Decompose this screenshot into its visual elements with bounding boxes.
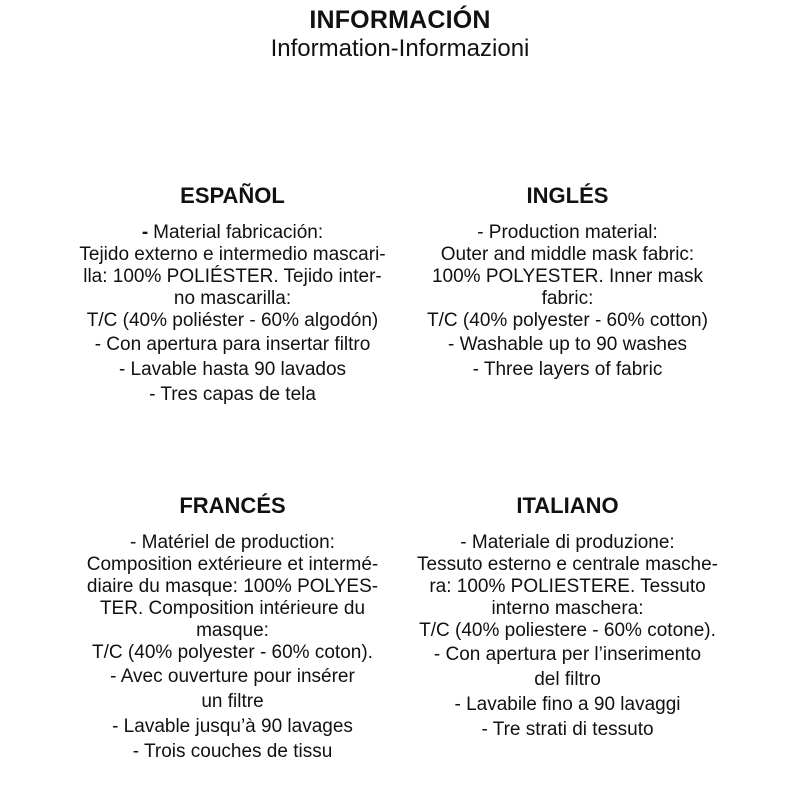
section-italiano-paragraph [405,532,730,642]
list-item: del filtro [534,669,601,690]
text-line: ra: 100% POLIESTERE. Tessuto [429,576,706,597]
section-heading-italiano: ITALIANO [516,493,619,518]
text-line: Composition extérieure et intermé- [86,554,379,575]
text-line: lla: 100% POLIÉSTER. Tejido inter- [83,266,382,287]
lead-dash: - [141,222,149,243]
section-ingles [405,183,730,407]
list-item: - Tres capas de tela [149,384,316,405]
header [0,0,800,63]
section-frances-items [70,664,395,764]
section-ingles-items [405,332,730,382]
list-item: un filtre [201,691,264,712]
text-line: Outer and middle mask fabric: [440,244,695,265]
list-item: - Tre strati di tessuto [481,719,654,740]
section-heading-frances: FRANCÉS [179,493,286,518]
section-frances [70,493,395,764]
text-line: Tejido externo e intermedio mascari- [79,244,386,265]
text-line: T/C (40% poliestere - 60% cotone). [419,620,716,641]
text-line-content: Material fabricación: [153,222,324,243]
section-italiano [405,493,730,764]
text-line: diaire du masque: 100% POLYES- [86,576,379,597]
list-item: - Lavable hasta 90 lavados [118,359,347,380]
list-item: - Washable up to 90 washes [447,334,688,355]
text-line: masque: [196,620,269,641]
text-line: T/C (40% poliéster - 60% algodón) [86,310,379,331]
text-line: - Matériel de production: [130,532,335,553]
text-line: - Production material: [477,222,658,243]
section-ingles-paragraph [405,222,730,332]
text-line [70,222,395,244]
text-line: 100% POLYESTER. Inner mask [431,266,704,287]
text-line: - Materiale di produzione: [460,532,675,553]
section-espanol-items [70,332,395,407]
list-item: - Lavable jusqu’à 90 lavages [112,716,353,737]
section-espanol [70,183,395,407]
text-line: T/C (40% polyester - 60% coton). [92,642,373,663]
section-heading-espanol: ESPAÑOL [180,183,285,208]
section-italiano-items [405,642,730,742]
text-line: fabric: [541,288,594,309]
section-espanol-paragraph [70,222,395,332]
text-line: TER. Composition intérieure du [99,598,366,619]
section-frances-paragraph [70,532,395,664]
list-item: - Con apertura per l’inserimento [433,644,702,665]
text-line: Tessuto esterno e centrale masche- [417,554,718,575]
page-subtitle: Information-Informazioni [270,35,530,62]
text-line: no mascarilla: [173,288,292,309]
list-item: - Trois couches de tissu [132,741,333,762]
language-sections-grid [0,183,800,764]
list-item: - Avec ouverture pour insérer [110,666,355,687]
list-item: - Lavabile fino a 90 lavaggi [454,694,681,715]
list-item: - Con apertura para insertar filtro [94,334,371,355]
page-title: INFORMACIÓN [309,6,491,34]
section-heading-ingles: INGLÉS [526,183,609,208]
list-item: - Three layers of fabric [472,359,663,380]
text-line: interno maschera: [491,598,644,619]
text-line: T/C (40% polyester - 60% cotton) [427,310,708,331]
